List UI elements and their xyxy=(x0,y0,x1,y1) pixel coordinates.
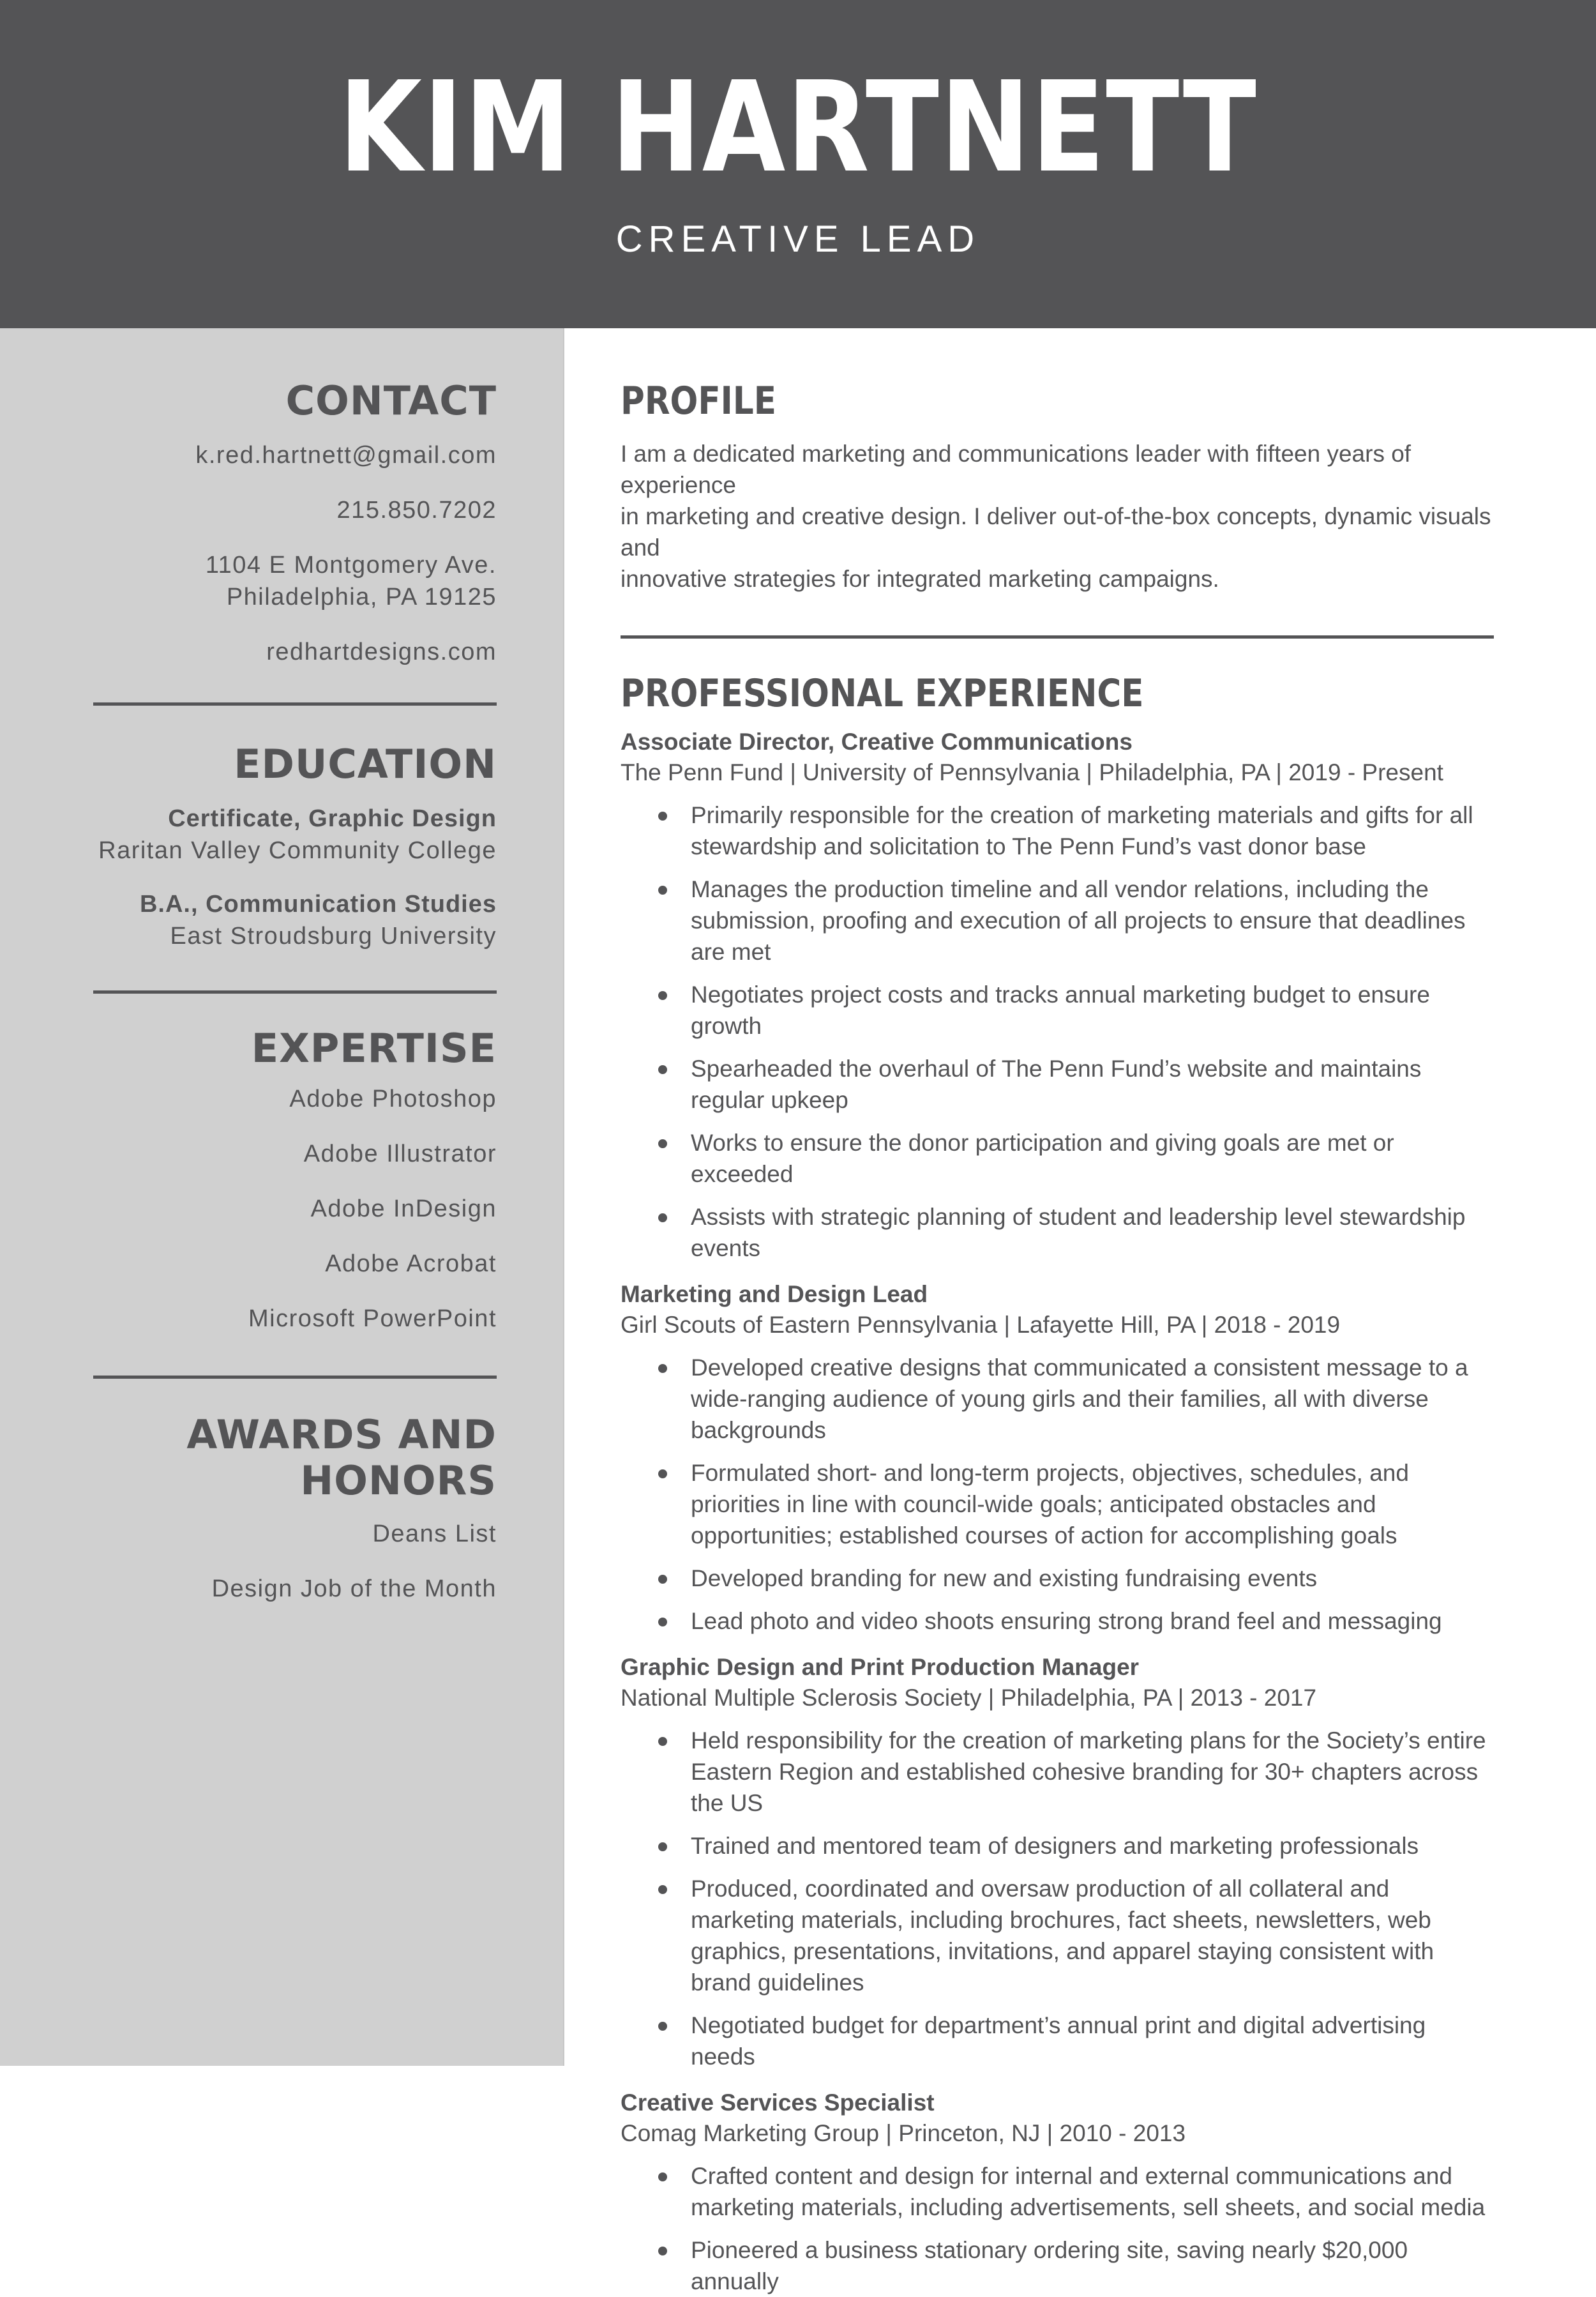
bullet-icon xyxy=(658,1575,667,1584)
bullet-icon xyxy=(658,1364,667,1373)
job-title: Creative Services Specialist xyxy=(621,2089,935,2116)
job-bullet xyxy=(621,874,1494,967)
job-bullets xyxy=(621,1352,1494,1637)
job-bullet xyxy=(621,2234,1494,2297)
job-meta: Girl Scouts of Eastern Pennsylvania | Lafayette Hill, PA | 2018 - 2019 xyxy=(621,1312,1341,1338)
job-meta: Comag Marketing Group | Princeton, NJ | 2010 - 2013 xyxy=(621,2120,1186,2146)
education-heading: EDUCATION xyxy=(234,741,497,787)
sidebar xyxy=(0,328,564,2066)
job-bullet xyxy=(621,1873,1494,1998)
expertise-item: Adobe Illustrator xyxy=(303,1141,497,1167)
education-item xyxy=(93,803,497,867)
job-bullet xyxy=(621,1352,1494,1446)
job-bullet xyxy=(621,979,1494,1042)
bullet-text: Assists with strategic planning of student and leadership level stewardship events xyxy=(691,1204,1466,1261)
job-bullets xyxy=(621,2160,1494,2297)
job-bullets xyxy=(621,800,1494,1264)
expertise-item: Microsoft PowerPoint xyxy=(248,1305,497,1332)
education-item xyxy=(93,888,497,952)
profile-line: I am a dedicated marketing and communications leader with fifteen years of experience xyxy=(621,441,1412,498)
job-title: Marketing and Design Lead xyxy=(621,1281,928,1307)
bullet-icon xyxy=(658,1469,667,1478)
bullet-text: Pioneered a business stationary ordering site, saving nearly $20,000 annually xyxy=(691,2237,1408,2294)
job-entry xyxy=(621,2088,1494,2297)
bullet-icon xyxy=(658,1885,667,1894)
profile-section xyxy=(621,328,1494,595)
bullet-text: Developed creative designs that communicated a consistent message to a wide-ranging audience of young girls and their families, all with diverse backgrounds xyxy=(691,1354,1468,1443)
bullet-icon xyxy=(658,1139,667,1148)
job-bullet xyxy=(621,1725,1494,1819)
contact-phone[interactable]: 215.850.7202 xyxy=(336,497,497,524)
job-entry xyxy=(621,1279,1494,1637)
job-entry xyxy=(621,727,1494,1264)
expertise-item: Adobe Acrobat xyxy=(325,1250,497,1277)
award-item: Deans List xyxy=(372,1520,497,1547)
contact-heading: CONTACT xyxy=(285,377,497,424)
bullet-text: Manages the production timeline and all vendor relations, including the submission, proofing and execution of all projects to ensure that deadlines are met xyxy=(691,876,1466,965)
contact-address-line2: Philadelphia, PA 19125 xyxy=(226,584,497,610)
experience-heading: PROFESSIONAL EXPERIENCE xyxy=(621,671,1144,716)
bullet-icon xyxy=(658,1842,667,1851)
job-entry xyxy=(621,1652,1494,2072)
job-bullet xyxy=(621,1127,1494,1190)
expertise-heading: EXPERTISE xyxy=(251,1025,497,1072)
contact-email[interactable]: k.red.hartnett@gmail.com xyxy=(195,442,497,469)
bullet-icon xyxy=(658,2247,667,2255)
bullet-text: Crafted content and design for internal and external communications and marketing materials, including advertisements, sell sheets, and social media xyxy=(691,2163,1486,2220)
bullet-text: Negotiates project costs and tracks annual marketing budget to ensure growth xyxy=(691,982,1430,1039)
profile-line: in marketing and creative design. I deliver out-of-the-box concepts, dynamic visuals and xyxy=(621,503,1491,561)
job-bullet xyxy=(621,1605,1494,1637)
bullet-icon xyxy=(658,991,667,1000)
job-bullet xyxy=(621,2010,1494,2072)
job-bullet xyxy=(621,1563,1494,1594)
job-title: Associate Director, Creative Communications xyxy=(621,729,1133,755)
candidate-name: KIM HARTNETT xyxy=(338,55,1258,201)
bullet-icon xyxy=(658,1065,667,1074)
bullet-icon xyxy=(658,2022,667,2031)
job-meta: National Multiple Sclerosis Society | Philadelphia, PA | 2013 - 2017 xyxy=(621,1685,1317,1711)
awards-section xyxy=(93,1379,497,1605)
education-degree: B.A., Communication Studies xyxy=(139,891,497,918)
bullet-icon xyxy=(658,2172,667,2181)
profile-heading: PROFILE xyxy=(621,379,776,423)
job-bullets xyxy=(621,1725,1494,2072)
job-meta: The Penn Fund | University of Pennsylvania | Philadelphia, PA | 2019 - Present xyxy=(621,759,1443,785)
bullet-text: Formulated short- and long-term projects, objectives, schedules, and priorities in line with council-wide goals; anticipated obstacles and opportunities; established courses of action for accomplishing goals xyxy=(691,1460,1409,1549)
contact-address-line1: 1104 E Montgomery Ave. xyxy=(205,552,497,579)
job-title: Graphic Design and Print Production Manager xyxy=(621,1654,1140,1680)
bullet-text: Lead photo and video shoots ensuring strong brand feel and messaging xyxy=(691,1608,1442,1634)
bullet-icon xyxy=(658,1618,667,1626)
candidate-role: CREATIVE LEAD xyxy=(615,218,981,260)
education-section xyxy=(93,706,497,952)
bullet-text: Works to ensure the donor participation and giving goals are met or exceeded xyxy=(691,1130,1394,1187)
bullet-text: Primarily responsible for the creation of marketing materials and gifts for all stewardship and solicitation to The Penn Fund’s vast donor base xyxy=(691,802,1473,860)
sidebar-content xyxy=(93,328,497,1605)
bullet-text: Trained and mentored team of designers and marketing professionals xyxy=(691,1833,1419,1859)
job-bullet xyxy=(621,1053,1494,1116)
contact-website[interactable]: redhartdesigns.com xyxy=(266,639,497,665)
bullet-text: Spearheaded the overhaul of The Penn Fund’s website and maintains regular upkeep xyxy=(691,1056,1422,1113)
experience-section xyxy=(621,639,1494,2297)
bullet-icon xyxy=(658,1737,667,1746)
awards-heading: AWARDS AND HONORS xyxy=(186,1411,497,1504)
job-bullet xyxy=(621,1201,1494,1264)
bullet-icon xyxy=(658,886,667,895)
bullet-text: Developed branding for new and existing fundraising events xyxy=(691,1565,1318,1591)
bullet-icon xyxy=(658,812,667,821)
contact-section xyxy=(93,328,497,668)
job-bullet xyxy=(621,1830,1494,1861)
bullet-text: Negotiated budget for department’s annual print and digital advertising needs xyxy=(691,2012,1426,2070)
bullet-icon xyxy=(658,1213,667,1222)
profile-line: innovative strategies for integrated marketing campaigns. xyxy=(621,566,1219,592)
award-item: Design Job of the Month xyxy=(211,1575,497,1602)
education-degree: Certificate, Graphic Design xyxy=(168,805,497,832)
expertise-item: Adobe Photoshop xyxy=(289,1086,497,1112)
expertise-section xyxy=(93,994,497,1335)
bullet-text: Held responsibility for the creation of marketing plans for the Society’s entire Eastern Region and established cohesive branding for 30+ chapters across the US xyxy=(691,1727,1486,1816)
education-school: Raritan Valley Community College xyxy=(98,837,497,864)
expertise-item: Adobe InDesign xyxy=(310,1195,497,1222)
main-content xyxy=(621,328,1494,2297)
education-school: East Stroudsburg University xyxy=(170,923,497,950)
job-bullet xyxy=(621,1457,1494,1551)
resume-header xyxy=(0,0,1596,328)
job-bullet xyxy=(621,2160,1494,2223)
job-bullet xyxy=(621,800,1494,862)
bullet-text: Produced, coordinated and oversaw production of all collateral and marketing materials, including brochures, fact sheets, newsletters, web graphics, presentations, invitations, and apparel staying consistent with brand guidelines xyxy=(691,1876,1434,1996)
